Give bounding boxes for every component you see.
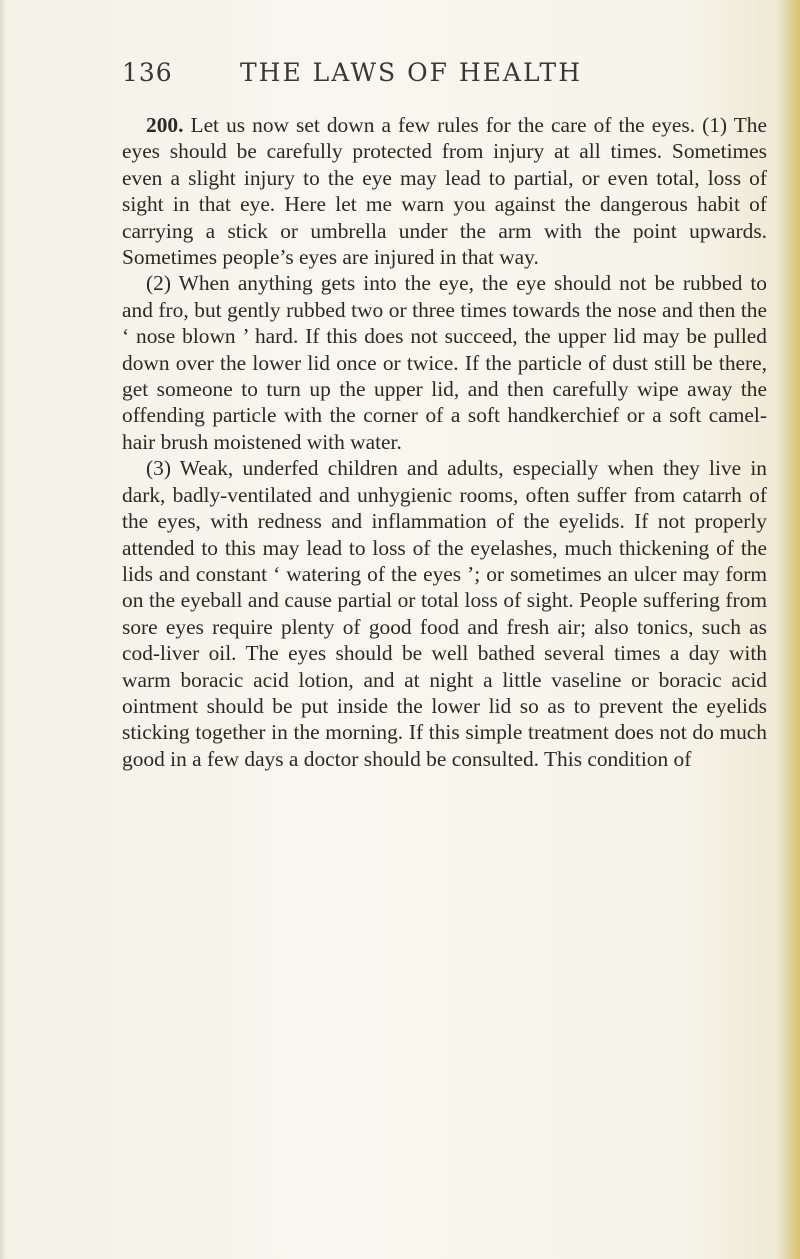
page-number: 136 — [122, 58, 173, 87]
page-edge-discoloration — [778, 0, 800, 1259]
paragraph-text: (2) When anything gets into the eye, the eye should not be rubbed to and fro, but gently rubbed two or three times towards the nose and then the ‘ nose blown ’ hard. If this does not succeed, the upper lid may be pulled down over the lower lid once or twice. If the particle of dust still be there, get someone to turn up the upper lid, and then carefully wipe away the offending particle with the corner of a soft handkerchief or a soft camel-hair brush moistened with water. — [122, 271, 767, 454]
paragraph-number: 200. — [146, 113, 184, 137]
paragraph-rule-3 — [122, 455, 767, 772]
page-left-edge — [0, 0, 6, 1259]
paragraph-rule-2 — [122, 270, 767, 455]
paragraph-200 — [122, 112, 767, 270]
body-text — [122, 112, 767, 772]
paragraph-text: (3) Weak, underfed children and adults, especially when they live in dark, badly-ventilated and unhygienic rooms, often suffer from catarrh of the eyes, with redness and inflammation of the eyelids. If not properly attended to this may lead to loss of the eyelashes, much thickening of the lids and constant ‘ watering of the eyes ’; or sometimes an ulcer may form on the eyeball and cause partial or total loss of sight. People suffering from sore eyes require plenty of good food and fresh air; also tonics, such as cod-liver oil. The eyes should be well bathed several times a day with warm boracic acid lotion, and at night a little vaseline or boracic acid ointment should be put inside the lower lid so as to prevent the eyelids sticking together in the morning. If this simple treatment does not do much good in a few days a doctor should be consulted. This condition of — [122, 456, 767, 771]
running-title: THE LAWS OF HEALTH — [240, 58, 583, 87]
running-head — [122, 58, 742, 98]
paragraph-text: Let us now set down a few rules for the care of the eyes. (1) The eyes should be carefully protected from injury at all times. Sometimes even a slight injury to the eye may lead to partial, or even total, loss of sight in that eye. Here let me warn you against the dangerous habit of carrying a stick or umbrella under the arm with the point upwards. Sometimes people’s eyes are injured in that way. — [122, 113, 767, 270]
